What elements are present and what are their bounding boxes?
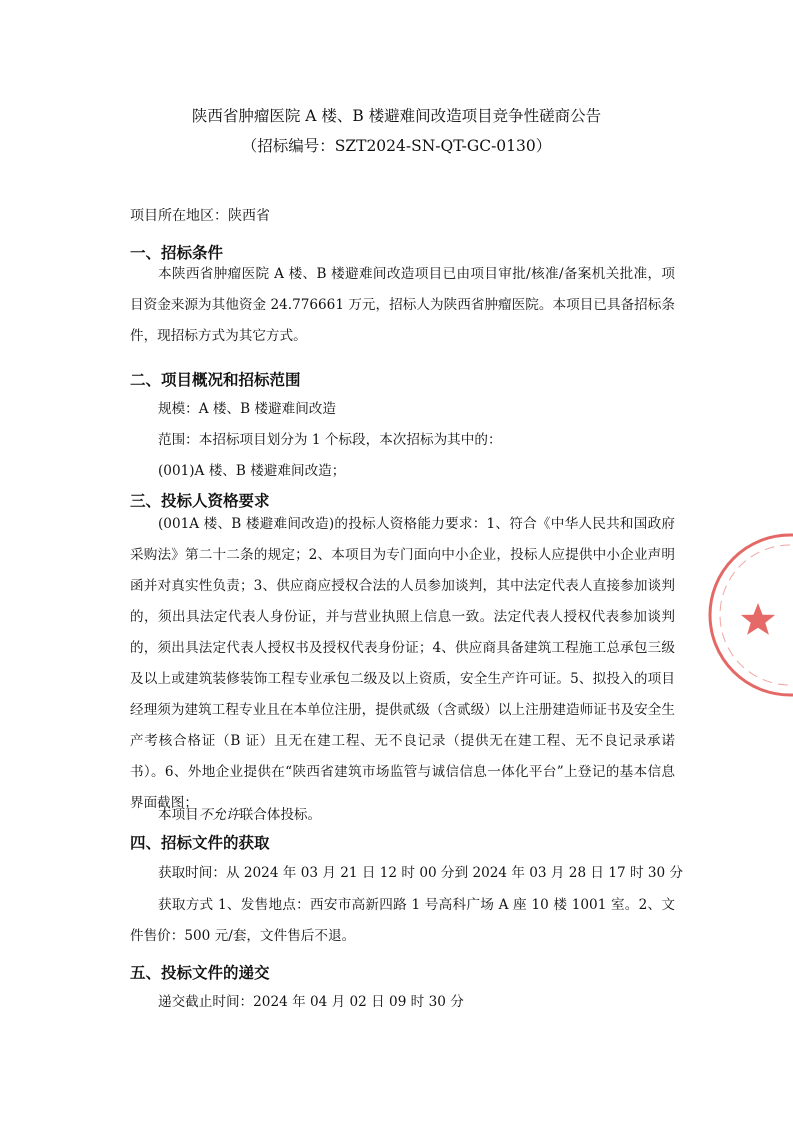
company-seal bbox=[700, 525, 793, 705]
acquisition-method: 获取方式 1、发售地点：西安市高新四路 1 号高科广场 A 座 10 楼 1001 室。2、文件售价：500 元/套，文件售后不退。 bbox=[130, 897, 675, 944]
conditions-paragraph: 本陕西省肿瘤医院 A 楼、B 楼避难间改造项目已由项目审批/核准/备案机关批准，项目资金来源为其他资金 24.776661 万元，招标人为陕西省肿瘤医院。本项目已具备招标条件，现招标方式为其它方式。 bbox=[130, 266, 675, 344]
qualification-paragraph: (001A 楼、B 楼避难间改造)的投标人资格能力要求：1、符合《中华人民共和国政府采购法》第二十二条的规定；2、本项目为专门面向中小企业，投标人应提供中小企业声明函并对真实性负责；3、供应商应授权合法的人员参加谈判，其中法定代表人直接参加谈判的，须出具法定代表人身份证，并与营业执照上信息一致。法定代表人授权代表参加谈判的，须出具法定代表人授权书及授权代表身份证；4、供应商具备建筑工程施工总承包三级及以上或建筑装修装饰工程专业承包二级及以上资质，安全生产许可证。5、拟投入的项目经理须为建筑工程专业且在本单位注册，提供贰级（含贰级）以上注册建造师证书及安全生产考核合格证（B 证）且无在建工程、无不良记录（提供无在建工程、无不良记录承诺书）。6、外地企业提供在“陕西省建筑市场监管与诚信信息一体化平台”上登记的基本信息界面截图； bbox=[130, 516, 675, 811]
union-bid-statement bbox=[158, 803, 321, 823]
section-heading-conditions: 一、招标条件 bbox=[130, 244, 224, 262]
project-lot: (001)A 楼、B 楼避难间改造； bbox=[158, 463, 346, 479]
section-heading-qualification: 三、投标人资格要求 bbox=[130, 492, 270, 510]
section-heading-documents: 四、招标文件的获取 bbox=[130, 834, 270, 852]
tender-number: （招标编号：SZT2024-SN-QT-GC-0130） bbox=[241, 137, 552, 155]
submission-deadline: 递交截止时间：2024 年 04 月 02 日 09 时 30 分 bbox=[158, 994, 464, 1010]
union-suffix: 联合体投标。 bbox=[239, 807, 322, 823]
acquisition-time: 获取时间：从 2024 年 03 月 21 日 12 时 00 分到 2024 年 03 月 28 日 17 时 30 分 bbox=[158, 865, 684, 881]
union-not-allowed: 不允许 bbox=[198, 807, 240, 823]
union-prefix: 本项目 bbox=[158, 807, 199, 823]
star-icon bbox=[741, 603, 775, 635]
project-region: 项目所在地区：陕西省 bbox=[130, 208, 270, 224]
project-range: 范围：本招标项目划分为 1 个标段，本次招标为其中的： bbox=[158, 432, 502, 448]
page-title: 陕西省肿瘤医院 A 楼、B 楼避难间改造项目竞争性磋商公告 bbox=[191, 107, 602, 125]
project-scale: 规模：A 楼、B 楼避难间改造 bbox=[158, 401, 336, 417]
section-heading-overview: 二、项目概况和招标范围 bbox=[130, 371, 301, 389]
section-heading-submission: 五、投标文件的递交 bbox=[130, 964, 270, 982]
